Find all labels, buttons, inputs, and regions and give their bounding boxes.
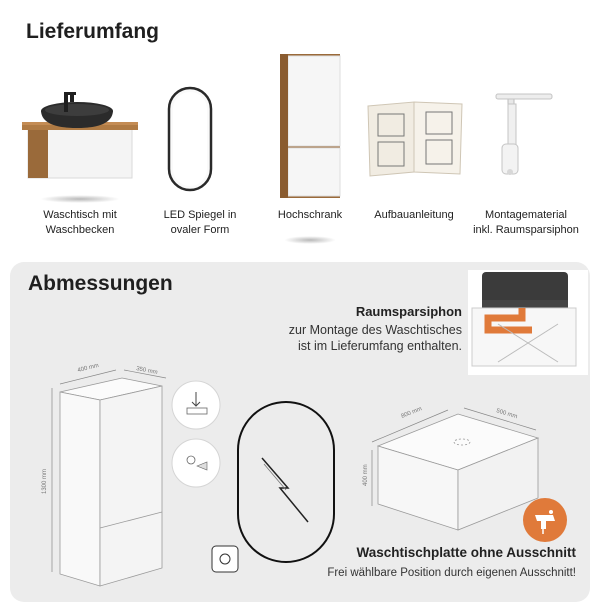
washstand-depth-label: 500 mm: [495, 408, 518, 421]
dimensions-panel: [10, 262, 590, 602]
item-siphon-label: Montagematerial inkl. Raumsparsiphon: [473, 209, 579, 236]
mounting-detail-icon: [171, 380, 221, 430]
note-title: Waschtischplatte ohne Ausschnitt: [356, 545, 576, 560]
washstand-dimension-drawing: [363, 388, 548, 538]
siphon-title: Raumsparsiphon: [355, 304, 462, 319]
item-led-mirror-label: LED Spiegel in ovaler Form: [163, 209, 237, 236]
note-description: Frei wählbare Position durch eigenen Ausschnitt!: [327, 567, 576, 579]
washstand-width-label: 800 mm: [400, 406, 423, 420]
item-washstand-label: Waschtisch mit Waschbecken: [43, 209, 117, 236]
cabinet-depth-label: 350 mm: [135, 366, 159, 377]
washstand-height-label: 400 mm: [363, 464, 369, 486]
cabinet-height-label: 1300 mm: [42, 468, 48, 494]
jigsaw-badge: [523, 498, 567, 542]
page-title: Lieferumfang: [26, 20, 160, 43]
power-connection-icon: [171, 438, 221, 488]
oval-led-mirror-icon: [140, 48, 260, 198]
tall-cabinet-icon: [250, 48, 370, 208]
siphon-description: zur Montage des Waschtisches ist im Lieferumfang enthalten.: [288, 323, 462, 353]
assembly-manual-icon: [354, 48, 474, 198]
led-mirror-dimension-drawing: [232, 398, 342, 568]
siphon-diagram: [468, 270, 588, 375]
cabinet-width-label: 400 mm: [77, 362, 100, 374]
item-manual-label: Aufbauanleitung: [374, 209, 454, 221]
space-saving-siphon-icon: [466, 48, 586, 198]
tall-cabinet-dimension-drawing: [32, 348, 182, 598]
washstand-with-basin-icon: [20, 48, 140, 198]
product-shadow: [284, 236, 336, 244]
product-shadow: [40, 195, 120, 203]
jigsaw-icon: [523, 498, 567, 542]
dimensions-title: Abmessungen: [28, 272, 173, 295]
item-tall-cabinet-label: Hochschrank: [277, 209, 343, 221]
